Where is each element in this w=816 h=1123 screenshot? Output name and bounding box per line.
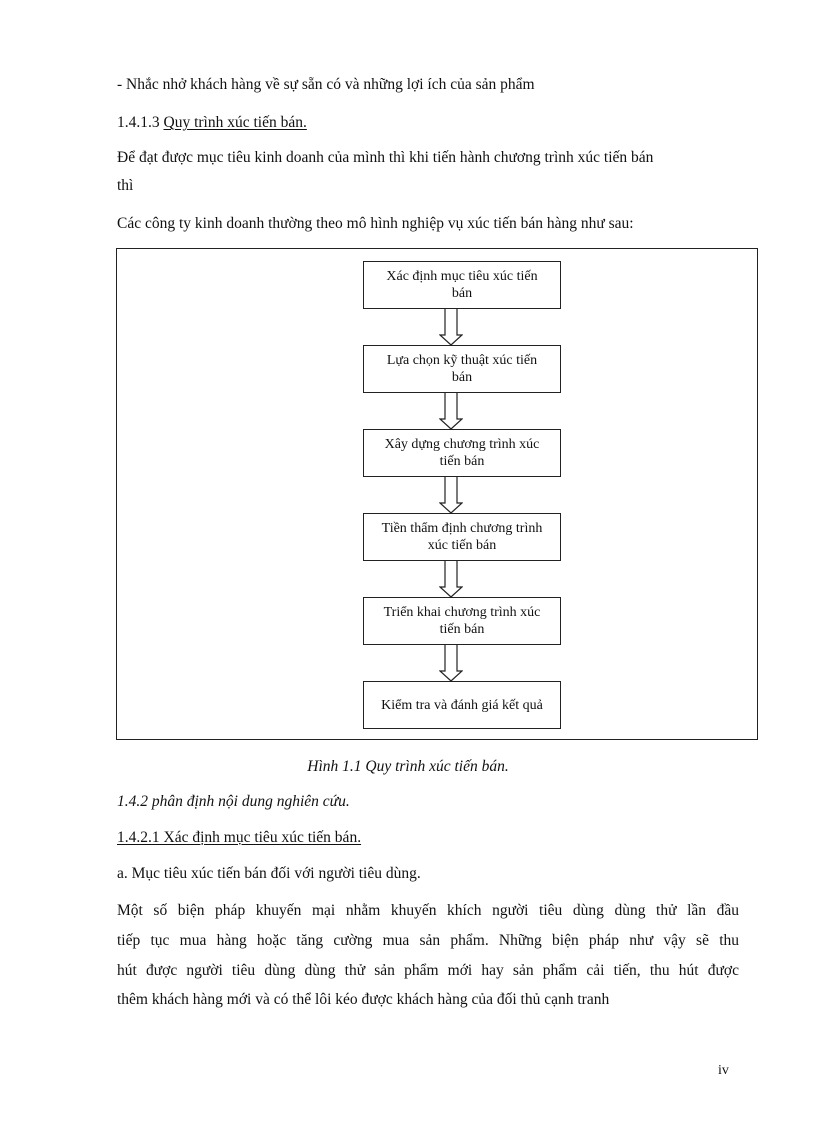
section-1413-title: Quy trình xúc tiến bán. <box>163 114 307 131</box>
flow-step-6: Kiểm tra và đánh giá kết quả <box>363 681 561 729</box>
down-arrow-icon <box>439 561 463 597</box>
paragraph-1-line-2: thì <box>117 177 134 194</box>
paragraph-1-line-1: Để đạt được mục tiêu kinh doanh của mình thì khi tiến hành chương trình xúc tiến bán <box>117 149 654 166</box>
paragraph-2: Các công ty kinh doanh thường theo mô hình nghiệp vụ xúc tiến bán hàng như sau: <box>117 215 634 232</box>
bullet-line: - Nhắc nhở khách hàng về sự sẵn có và những lợi ích của sản phẩm <box>117 76 535 93</box>
down-arrow-icon <box>439 477 463 513</box>
flow-step-4: Tiền thẩm định chương trình xúc tiến bán <box>363 513 561 561</box>
body-line-1: Một số biện pháp khuyến mại nhằm khuyến khích người tiêu dùng dùng thử lần đầu <box>117 902 739 919</box>
down-arrow-icon <box>439 645 463 681</box>
flow-step-1: Xác định mục tiêu xúc tiến bán <box>363 261 561 309</box>
body-line-3: hút được người tiêu dùng dùng thử sản phẩm mới hay sản phẩm cải tiến, thu hút được <box>117 962 739 979</box>
down-arrow-icon <box>439 393 463 429</box>
section-142-heading: 1.4.2 phân định nội dung nghiên cứu. <box>117 793 350 810</box>
section-1413-number: 1.4.1.3 <box>117 114 164 131</box>
down-arrow-icon <box>439 309 463 345</box>
body-line-2: tiếp tục mua hàng hoặc tăng cường mua sản phẩm. Những biện pháp như vậy sẽ thu <box>117 932 739 949</box>
item-a: a. Mục tiêu xúc tiến bán đối với người tiêu dùng. <box>117 865 421 882</box>
flow-step-5: Triển khai chương trình xúc tiến bán <box>363 597 561 645</box>
body-line-4: thêm khách hàng mới và có thể lôi kéo được khách hàng của đối thủ cạnh tranh <box>117 991 610 1008</box>
figure-caption: Hình 1.1 Quy trình xúc tiến bán. <box>307 758 509 775</box>
flow-step-2: Lựa chọn kỹ thuật xúc tiến bán <box>363 345 561 393</box>
flow-step-3: Xây dựng chương trình xúc tiến bán <box>363 429 561 477</box>
section-1421-heading: 1.4.2.1 Xác định mục tiêu xúc tiến bán. <box>117 829 362 846</box>
flowchart-frame <box>116 248 758 740</box>
section-1413-heading <box>117 113 307 133</box>
page-number: iv <box>718 1063 729 1078</box>
